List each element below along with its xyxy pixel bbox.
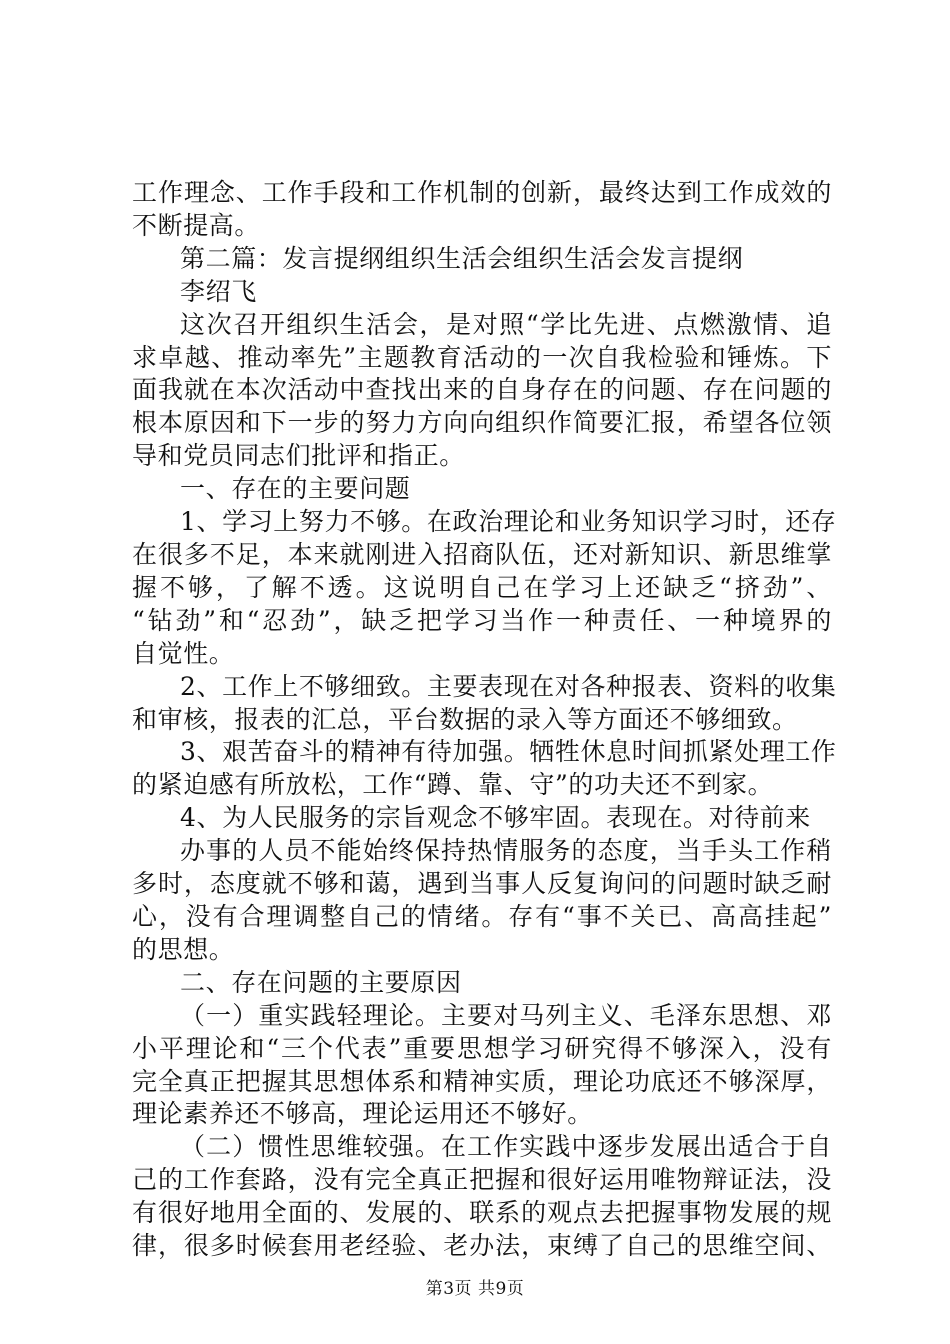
paragraph-line: 理论素养还不够高，理论运用还不够好。	[132, 1099, 593, 1128]
paragraph-line: 和审核，报表的汇总，平台数据的录入等方面还不够细致。	[132, 705, 798, 734]
paragraph-line: （二）惯性思维较强。在工作实践中逐步发展出适合于自	[180, 1132, 832, 1161]
paragraph-line: 2、工作上不够细致。主要表现在对各种报表、资料的收集	[180, 672, 837, 701]
paragraph-line: 4、为人民服务的宗旨观念不够牢固。表现在。对待前来	[180, 803, 811, 832]
paragraph-line: 有很好地用全面的、发展的、联系的观点去把握事物发展的规	[132, 1198, 832, 1227]
paragraph-line: 3、艰苦奋斗的精神有待加强。牺牲休息时间抓紧处理工作	[180, 737, 837, 766]
paragraph-line: “钻劲”和“忍劲”，缺乏把学习当作一种责任、一种境界的	[132, 606, 832, 635]
paragraph-line: （一）重实践轻理论。主要对马列主义、毛泽东思想、邓	[180, 1001, 832, 1030]
paragraph-line: 1、学习上努力不够。在政治理论和业务知识学习时，还存	[180, 507, 837, 536]
paragraph-line: 根本原因和下一步的努力方向向组织作简要汇报，希望各位领	[132, 408, 832, 437]
section-heading: 一、存在的主要问题	[180, 474, 411, 503]
paragraph-line: 的紧迫感有所放松，工作“蹲、靠、守”的功夫还不到家。	[132, 770, 774, 799]
paragraph-line: 小平理论和“三个代表”重要思想学习研究得不够深入，没有	[132, 1034, 832, 1063]
paragraph-line: 工作理念、工作手段和工作机制的创新，最终达到工作成效的	[132, 178, 832, 207]
paragraph-line: 办事的人员不能始终保持热情服务的态度，当手头工作稍	[180, 836, 832, 865]
paragraph-line: 律，很多时候套用老经验、老办法，束缚了自己的思维空间、	[132, 1231, 832, 1260]
paragraph-line: 导和党员同志们批评和指正。	[132, 441, 465, 470]
paragraph-line: 这次召开组织生活会，是对照“学比先进、点燃激情、追	[180, 310, 832, 339]
paragraph-line: 求卓越、推动率先”主题教育活动的一次自我检验和锤炼。下	[132, 343, 832, 372]
author-name: 李绍飞	[180, 277, 257, 306]
page-number-footer: 第3页 共9页	[425, 1279, 525, 1299]
paragraph-line: 面我就在本次活动中查找出来的自身存在的问题、存在问题的	[132, 375, 832, 404]
paragraph-line: 自觉性。	[132, 639, 235, 668]
paragraph-line: 完全真正把握其思想体系和精神实质，理论功底还不够深厚，	[132, 1067, 832, 1096]
paragraph-line: 在很多不足，本来就刚进入招商队伍，还对新知识、新思维掌	[132, 540, 832, 569]
paragraph-line: 己的工作套路，没有完全真正把握和很好运用唯物辩证法，没	[132, 1165, 832, 1194]
paragraph-line: 的思想。	[132, 935, 235, 964]
section-heading: 二、存在问题的主要原因	[180, 968, 462, 997]
paragraph-line: 多时，态度就不够和蔼，遇到当事人反复询问的问题时缺乏耐	[132, 869, 832, 898]
paragraph-line: 心，没有合理调整自己的情绪。存有“事不关已、高高挂起”	[132, 902, 832, 931]
paragraph-line: 握不够，了解不透。这说明自己在学习上还缺乏“挤劲”、	[132, 573, 832, 602]
section-heading: 第二篇：发言提纲组织生活会组织生活会发言提纲	[180, 244, 744, 273]
paragraph-line: 不断提高。	[132, 211, 261, 240]
